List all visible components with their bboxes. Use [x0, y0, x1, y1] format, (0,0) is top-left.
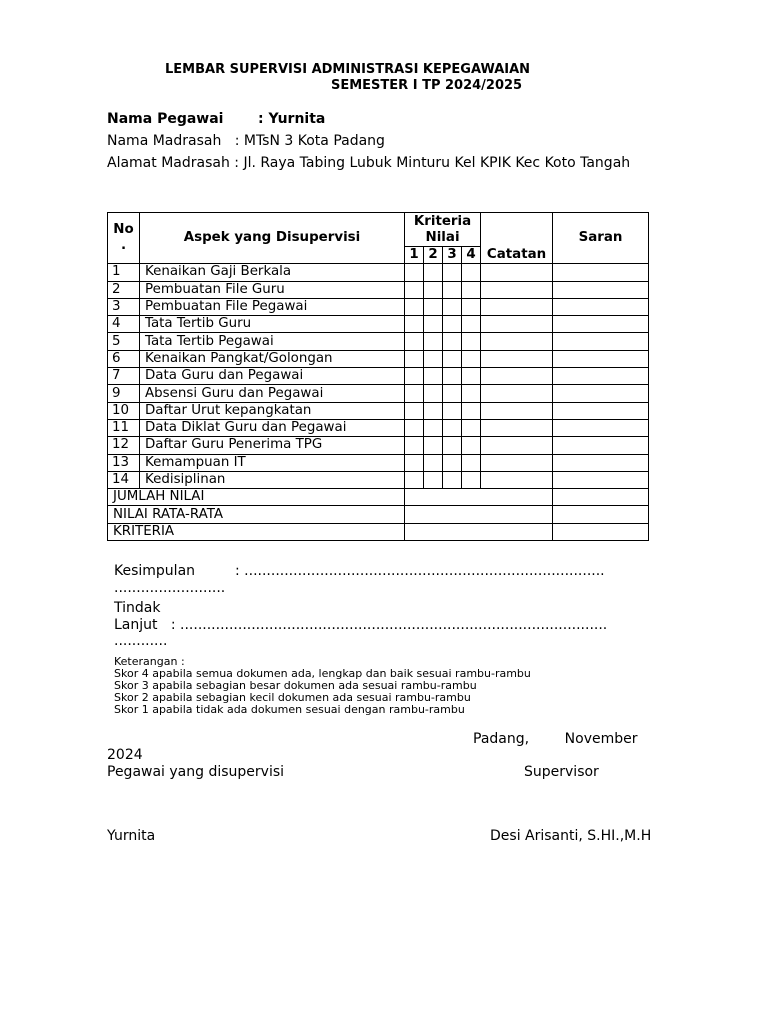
header-kriteria-line2: Nilai — [425, 229, 460, 245]
saran-cell — [553, 368, 649, 385]
table-row — [108, 316, 649, 333]
score-4-cell — [462, 368, 481, 385]
header-catatan: Catatan — [481, 213, 553, 264]
score-1-cell — [405, 316, 424, 333]
score-2-cell — [424, 316, 443, 333]
score-1-cell — [405, 437, 424, 454]
catatan-cell — [481, 264, 553, 281]
table-row — [108, 333, 649, 350]
score-1-cell — [405, 471, 424, 488]
score-4-cell — [462, 419, 481, 436]
catatan-cell — [481, 316, 553, 333]
header-score-2: 2 — [424, 247, 443, 264]
table-row — [108, 281, 649, 298]
row-aspek: Kenaikan Gaji Berkala — [140, 264, 405, 281]
table-row — [108, 385, 649, 402]
score-3-cell — [443, 264, 462, 281]
document-title: LEMBAR SUPERVISI ADMINISTRASI KEPEGAWAIAN — [165, 62, 531, 77]
row-aspek: Absensi Guru dan Pegawai — [140, 385, 405, 402]
summary-saran-cell — [553, 523, 649, 540]
row-number: 10 — [108, 402, 140, 419]
saran-cell — [553, 437, 649, 454]
row-number: 11 — [108, 419, 140, 436]
saran-cell — [553, 350, 649, 367]
score-4-cell — [462, 402, 481, 419]
row-aspek: Pembuatan File Guru — [140, 281, 405, 298]
summary-saran-cell — [553, 506, 649, 523]
summary-row — [108, 523, 649, 540]
saran-cell — [553, 298, 649, 315]
score-4-cell — [462, 437, 481, 454]
nama-madrasah: Nama Madrasah : MTsN 3 Kota Padang — [107, 133, 385, 149]
row-aspek: Data Guru dan Pegawai — [140, 368, 405, 385]
summary-label: NILAI RATA-RATA — [108, 506, 405, 523]
score-3-cell — [443, 368, 462, 385]
score-4-cell — [462, 264, 481, 281]
summary-row — [108, 489, 649, 506]
score-4-cell — [462, 298, 481, 315]
row-number: 13 — [108, 454, 140, 471]
alamat-madrasah: Alamat Madrasah : Jl. Raya Tabing Lubuk Minturu Kel KPIK Kec Koto Tangah — [107, 155, 631, 171]
keterangan-title: Keterangan : — [114, 655, 185, 668]
score-2-cell — [424, 385, 443, 402]
saran-cell — [553, 385, 649, 402]
table-row — [108, 454, 649, 471]
header-no-dot: . — [120, 238, 127, 254]
header-no — [108, 213, 140, 264]
score-3-cell — [443, 281, 462, 298]
row-number: 3 — [108, 298, 140, 315]
row-aspek: Kenaikan Pangkat/Golongan — [140, 350, 405, 367]
score-2-cell — [424, 281, 443, 298]
score-3-cell — [443, 471, 462, 488]
row-number: 4 — [108, 316, 140, 333]
score-2-cell — [424, 402, 443, 419]
summary-value-cell — [405, 489, 553, 506]
row-number: 14 — [108, 471, 140, 488]
row-aspek: Tata Tertib Guru — [140, 316, 405, 333]
table-row — [108, 471, 649, 488]
score-2-cell — [424, 454, 443, 471]
row-aspek: Kemampuan IT — [140, 454, 405, 471]
summary-label: KRITERIA — [108, 523, 405, 540]
score-3-cell — [443, 316, 462, 333]
row-number: 7 — [108, 368, 140, 385]
left-signer-role: Pegawai yang disupervisi — [107, 764, 285, 780]
score-4-cell — [462, 316, 481, 333]
summary-saran-cell — [553, 489, 649, 506]
score-2-cell — [424, 437, 443, 454]
keterangan-line: Skor 3 apabila sebagian besar dokumen ada sesuai rambu-rambu — [114, 679, 477, 692]
score-4-cell — [462, 471, 481, 488]
kesimpulan-dots-continued: ......................... — [114, 580, 226, 596]
keterangan-line: Skor 4 apabila semua dokumen ada, lengkap dan baik sesuai rambu-rambu — [114, 667, 531, 680]
row-number: 5 — [108, 333, 140, 350]
header-score-4: 4 — [462, 247, 481, 264]
score-1-cell — [405, 281, 424, 298]
saran-cell — [553, 402, 649, 419]
score-1-cell — [405, 350, 424, 367]
nama-pegawai-label: Nama Pegawai — [107, 111, 224, 127]
table-row — [108, 402, 649, 419]
left-signer-name: Yurnita — [107, 828, 156, 844]
row-number: 9 — [108, 385, 140, 402]
score-3-cell — [443, 298, 462, 315]
catatan-cell — [481, 471, 553, 488]
saran-cell — [553, 333, 649, 350]
summary-label: JUMLAH NILAI — [108, 489, 405, 506]
header-aspek: Aspek yang Disupervisi — [140, 213, 405, 264]
score-1-cell — [405, 368, 424, 385]
header-score-3: 3 — [443, 247, 462, 264]
score-1-cell — [405, 454, 424, 471]
row-aspek: Tata Tertib Pegawai — [140, 333, 405, 350]
row-aspek: Daftar Urut kepangkatan — [140, 402, 405, 419]
header-kriteria — [405, 213, 481, 247]
score-2-cell — [424, 333, 443, 350]
score-1-cell — [405, 419, 424, 436]
catatan-cell — [481, 350, 553, 367]
row-number: 6 — [108, 350, 140, 367]
score-3-cell — [443, 402, 462, 419]
score-3-cell — [443, 454, 462, 471]
score-1-cell — [405, 402, 424, 419]
catatan-cell — [481, 419, 553, 436]
right-signer-role: Supervisor — [524, 764, 599, 780]
keterangan-line: Skor 1 apabila tidak ada dokumen sesuai dengan rambu-rambu — [114, 703, 465, 716]
saran-cell — [553, 316, 649, 333]
score-4-cell — [462, 454, 481, 471]
date-year: 2024 — [107, 747, 143, 763]
table-row — [108, 419, 649, 436]
score-1-cell — [405, 385, 424, 402]
saran-cell — [553, 454, 649, 471]
table-row — [108, 298, 649, 315]
score-3-cell — [443, 419, 462, 436]
score-2-cell — [424, 350, 443, 367]
saran-cell — [553, 471, 649, 488]
row-aspek: Pembuatan File Pegawai — [140, 298, 405, 315]
score-2-cell — [424, 471, 443, 488]
keterangan-line: Skor 2 apabila sebagian kecil dokumen ada sesuai rambu-rambu — [114, 691, 471, 704]
header-score-1: 1 — [405, 247, 424, 264]
header-saran: Saran — [553, 213, 649, 264]
score-2-cell — [424, 298, 443, 315]
table-row — [108, 368, 649, 385]
summary-value-cell — [405, 523, 553, 540]
table-row — [108, 437, 649, 454]
place-date: Padang, November — [473, 731, 638, 747]
row-number: 1 — [108, 264, 140, 281]
supervision-table — [107, 212, 649, 541]
score-3-cell — [443, 350, 462, 367]
table-row — [108, 264, 649, 281]
score-2-cell — [424, 264, 443, 281]
kesimpulan-dots: : ................................................................................. — [235, 563, 605, 579]
row-number: 12 — [108, 437, 140, 454]
row-number: 2 — [108, 281, 140, 298]
lanjut-label: Lanjut : ................................................................................................ — [114, 617, 608, 633]
catatan-cell — [481, 437, 553, 454]
saran-cell — [553, 281, 649, 298]
catatan-cell — [481, 402, 553, 419]
catatan-cell — [481, 454, 553, 471]
summary-row — [108, 506, 649, 523]
score-2-cell — [424, 368, 443, 385]
catatan-cell — [481, 281, 553, 298]
header-no-text: No — [113, 222, 134, 238]
document-subtitle: SEMESTER I TP 2024/2025 — [331, 78, 523, 93]
table-body — [108, 264, 649, 489]
table-row — [108, 350, 649, 367]
score-3-cell — [443, 385, 462, 402]
row-aspek: Data Diklat Guru dan Pegawai — [140, 419, 405, 436]
row-aspek: Kedisiplinan — [140, 471, 405, 488]
score-1-cell — [405, 333, 424, 350]
score-4-cell — [462, 350, 481, 367]
score-4-cell — [462, 333, 481, 350]
saran-cell — [553, 419, 649, 436]
saran-cell — [553, 264, 649, 281]
score-2-cell — [424, 419, 443, 436]
lanjut-dots-continued: ............ — [114, 633, 168, 649]
score-1-cell — [405, 264, 424, 281]
summary-value-cell — [405, 506, 553, 523]
score-1-cell — [405, 298, 424, 315]
catatan-cell — [481, 298, 553, 315]
row-aspek: Daftar Guru Penerima TPG — [140, 437, 405, 454]
score-3-cell — [443, 333, 462, 350]
header-kriteria-line1: Kriteria — [413, 213, 472, 229]
catatan-cell — [481, 333, 553, 350]
score-3-cell — [443, 437, 462, 454]
table-summary — [108, 489, 649, 541]
tindak-label: Tindak — [114, 600, 161, 616]
right-signer-name: Desi Arisanti, S.HI.,M.H — [490, 828, 652, 844]
catatan-cell — [481, 385, 553, 402]
catatan-cell — [481, 368, 553, 385]
score-4-cell — [462, 281, 481, 298]
score-4-cell — [462, 385, 481, 402]
kesimpulan-label: Kesimpulan — [114, 563, 196, 579]
nama-pegawai-value: : Yurnita — [258, 111, 326, 127]
